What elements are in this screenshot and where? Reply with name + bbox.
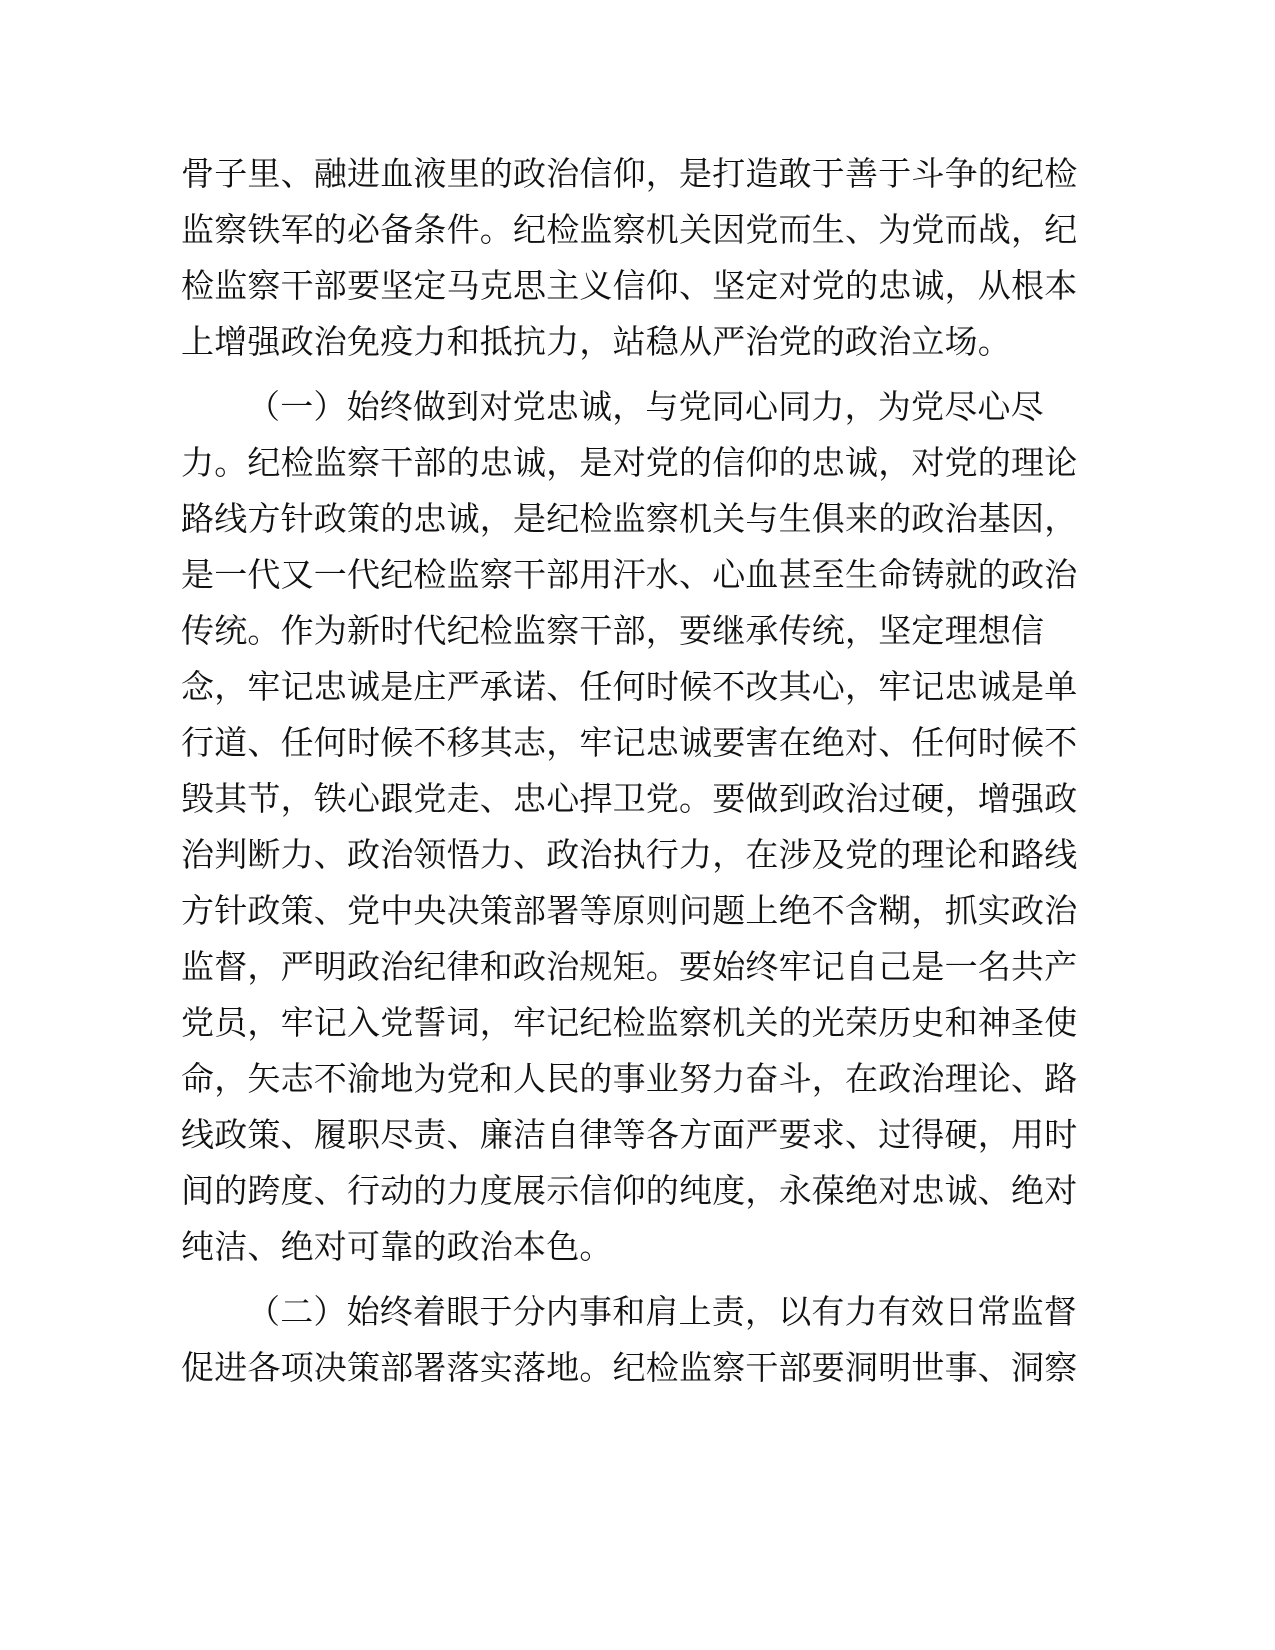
paragraph-2 [181,379,1081,1275]
text-line: 毁其节，铁心跟党走、忠心捍卫党。要做到政治过硬，增强政 [181,779,1078,818]
text-line: 检监察干部要坚定马克思主义信仰、坚定对党的忠诚，从根本 [181,266,1078,305]
text-line: 党员，牢记入党誓词，牢记纪检监察机关的光荣历史和神圣使 [181,1003,1078,1042]
paragraph-1 [181,146,1081,370]
text-line: 线政策、履职尽责、廉洁自律等各方面严要求、过得硬，用时 [181,1115,1078,1154]
text-line: （一）始终做到对党忠诚，与党同心同力，为党尽心尽 [247,387,1044,426]
text-line: 命，矢志不渝地为党和人民的事业努力奋斗，在政治理论、路 [181,1059,1078,1098]
text-line: 纯洁、绝对可靠的政治本色。 [181,1227,613,1266]
text-line: 监察铁军的必备条件。纪检监察机关因党而生、为党而战，纪 [181,210,1078,249]
text-line: 念，牢记忠诚是庄严承诺、任何时候不改其心，牢记忠诚是单 [181,667,1078,706]
text-line: 上增强政治免疫力和抵抗力，站稳从严治党的政治立场。 [181,322,1011,361]
text-line: 促进各项决策部署落实落地。纪检监察干部要洞明世事、洞察 [181,1348,1078,1387]
body-text [181,146,1081,1396]
text-line: 治判断力、政治领悟力、政治执行力，在涉及党的理论和路线 [181,835,1078,874]
text-line: 路线方针政策的忠诚，是纪检监察机关与生俱来的政治基因， [181,499,1078,538]
paragraph-3 [181,1284,1081,1396]
text-line: 监督，严明政治纪律和政治规矩。要始终牢记自己是一名共产 [181,947,1078,986]
text-line: 方针政策、党中央决策部署等原则问题上绝不含糊，抓实政治 [181,891,1078,930]
text-line: 骨子里、融进血液里的政治信仰，是打造敢于善于斗争的纪检 [181,154,1078,193]
text-line: （二）始终着眼于分内事和肩上责，以有力有效日常监督 [247,1292,1077,1331]
text-line: 行道、任何时候不移其志，牢记忠诚要害在绝对、任何时候不 [181,723,1078,762]
text-line: 是一代又一代纪检监察干部用汗水、心血甚至生命铸就的政治 [181,555,1078,594]
text-line: 传统。作为新时代纪检监察干部，要继承传统，坚定理想信 [181,611,1045,650]
text-line: 力。纪检监察干部的忠诚，是对党的信仰的忠诚，对党的理论 [181,443,1078,482]
text-line: 间的跨度、行动的力度展示信仰的纯度，永葆绝对忠诚、绝对 [181,1171,1078,1210]
